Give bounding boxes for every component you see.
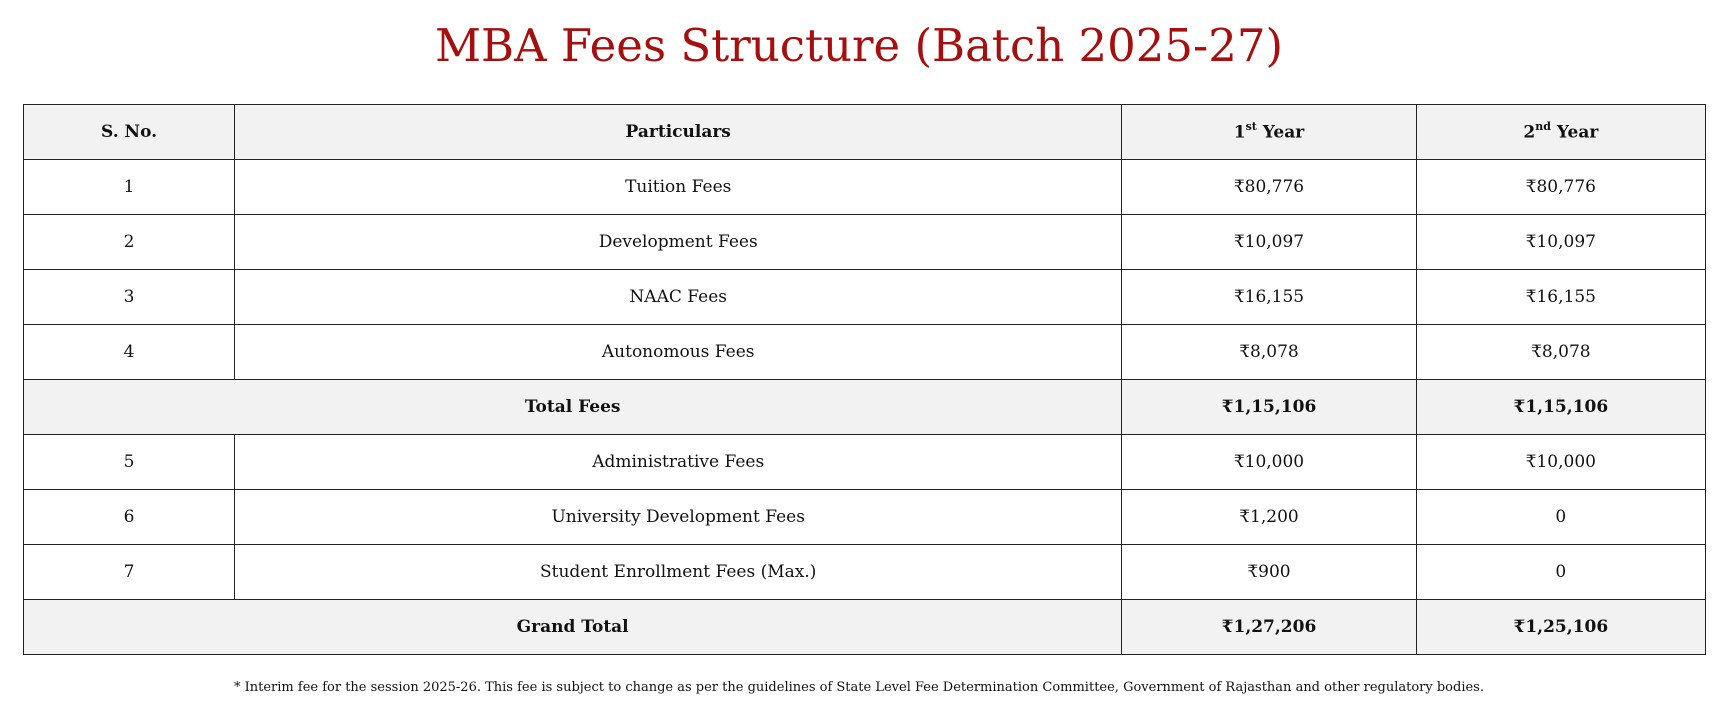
cell-year-1: ₹1,200 (1122, 490, 1416, 545)
cell-particular: NAAC Fees (235, 270, 1122, 325)
total-fees-year-1: ₹1,15,106 (1122, 380, 1416, 435)
cell-year-2: ₹8,078 (1416, 325, 1705, 380)
cell-year-1: ₹10,000 (1122, 435, 1416, 490)
cell-year-2: 0 (1416, 545, 1705, 600)
cell-sno: 3 (24, 270, 235, 325)
total-fees-row (24, 380, 1706, 435)
cell-sno: 2 (24, 215, 235, 270)
header-year-1-suffix: st (1245, 120, 1257, 134)
cell-year-1: ₹8,078 (1122, 325, 1416, 380)
cell-year-2: ₹10,097 (1416, 215, 1705, 270)
table-row (24, 215, 1706, 270)
header-year-1-word: Year (1256, 122, 1305, 143)
cell-sno: 1 (24, 160, 235, 215)
cell-year-1: ₹10,097 (1122, 215, 1416, 270)
table-row (24, 325, 1706, 380)
cell-year-2: ₹10,000 (1416, 435, 1705, 490)
table-row (24, 160, 1706, 215)
cell-year-2: ₹16,155 (1416, 270, 1705, 325)
cell-year-1: ₹80,776 (1122, 160, 1416, 215)
table-row (24, 490, 1706, 545)
table-header-row (24, 105, 1706, 160)
header-year-1-number: 1 (1233, 122, 1246, 143)
header-year-2 (1416, 105, 1705, 160)
fees-table (23, 104, 1706, 655)
header-particulars: Particulars (235, 105, 1122, 160)
footnote: * Interim fee for the session 2025-26. This fee is subject to change as per the guidelines of State Level Fee Determination Committee, Government of Rajasthan and other regulatory bodies. (234, 680, 1484, 695)
table-row (24, 545, 1706, 600)
cell-sno: 5 (24, 435, 235, 490)
grand-total-row (24, 600, 1706, 655)
header-year-2-number: 2 (1523, 122, 1536, 143)
cell-year-2: 0 (1416, 490, 1705, 545)
cell-particular: Development Fees (235, 215, 1122, 270)
grand-total-label: Grand Total (24, 600, 1122, 655)
header-sno: S. No. (24, 105, 235, 160)
cell-particular: Tuition Fees (235, 160, 1122, 215)
cell-particular: Administrative Fees (235, 435, 1122, 490)
cell-year-1: ₹16,155 (1122, 270, 1416, 325)
header-year-2-word: Year (1550, 122, 1599, 143)
total-fees-year-2: ₹1,15,106 (1416, 380, 1705, 435)
cell-year-1: ₹900 (1122, 545, 1416, 600)
cell-sno: 7 (24, 545, 235, 600)
grand-total-year-1: ₹1,27,206 (1122, 600, 1416, 655)
cell-particular: Autonomous Fees (235, 325, 1122, 380)
total-fees-label: Total Fees (24, 380, 1122, 435)
grand-total-year-2: ₹1,25,106 (1416, 600, 1705, 655)
cell-year-2: ₹80,776 (1416, 160, 1705, 215)
cell-sno: 6 (24, 490, 235, 545)
header-year-2-suffix: nd (1535, 120, 1551, 134)
cell-particular: Student Enrollment Fees (Max.) (235, 545, 1122, 600)
cell-particular: University Development Fees (235, 490, 1122, 545)
page-title: MBA Fees Structure (Batch 2025-27) (434, 19, 1284, 72)
cell-sno: 4 (24, 325, 235, 380)
header-year-1 (1122, 105, 1416, 160)
table-row (24, 435, 1706, 490)
table-row (24, 270, 1706, 325)
